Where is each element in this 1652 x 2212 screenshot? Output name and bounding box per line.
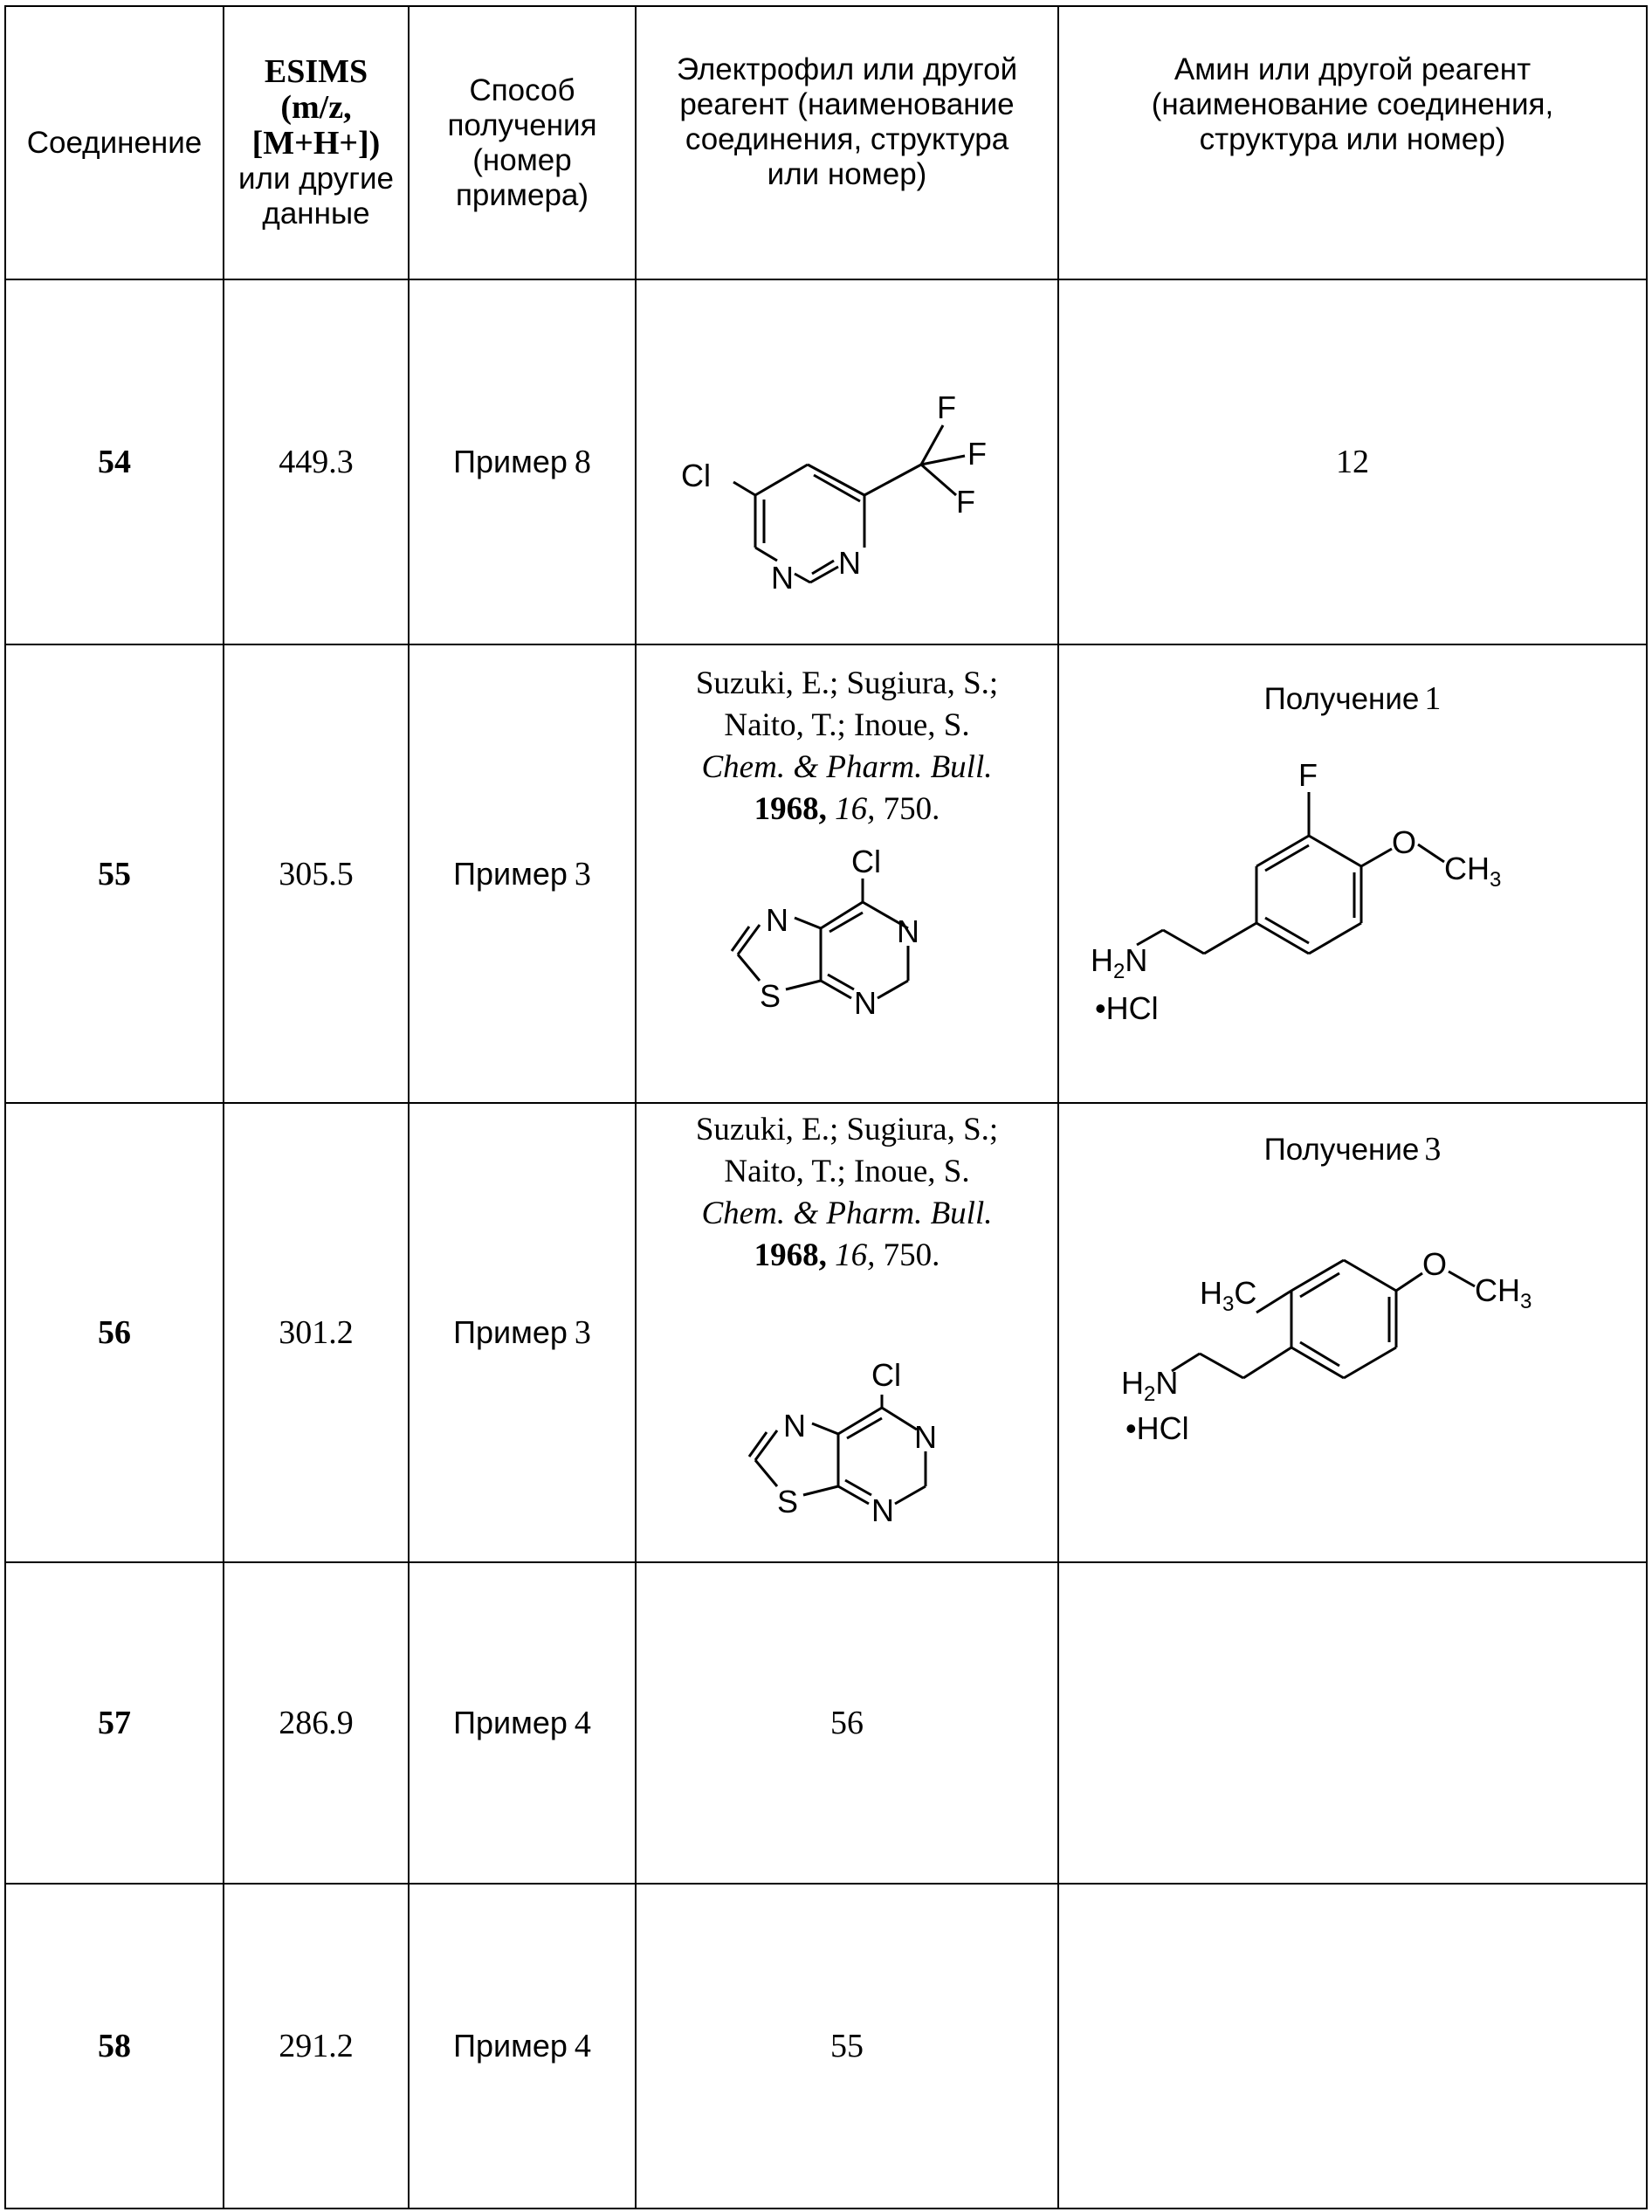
atom-label: O <box>1422 1245 1448 1282</box>
atom-label: Cl <box>851 844 881 879</box>
preparation-label: Получение 1 <box>1263 680 1442 717</box>
amine-cell: 12 <box>1058 279 1647 644</box>
atom-label: Cl <box>871 1356 901 1393</box>
preparation-label: Получение 3 <box>1263 1130 1442 1168</box>
salt-label: •HCl <box>1095 990 1159 1026</box>
header-compound: Соединение <box>5 6 224 279</box>
table-row <box>5 1562 1647 1884</box>
compound-number: 55 <box>5 644 224 1103</box>
method-cell: Пример 3 <box>409 1103 636 1562</box>
header-electrophile: Электрофил или другой реагент (наименование соединения, структура или номер) <box>636 6 1058 279</box>
header-method: Способ получения (номер примера) <box>409 6 636 279</box>
electrophile-cell <box>636 279 1058 644</box>
atom-label: S <box>777 1483 799 1519</box>
atom-label: N <box>897 913 919 949</box>
atom-label: N <box>854 985 877 1021</box>
chloro-thiazolopyrimidine-structure <box>655 830 1039 1084</box>
amine-cell <box>1058 1103 1647 1562</box>
atom-label: S <box>760 978 781 1014</box>
electrophile-cell: 56 <box>636 1562 1058 1884</box>
method-cell: Пример 4 <box>409 1562 636 1884</box>
table-row <box>5 1884 1647 2209</box>
table-row <box>5 279 1647 644</box>
atom-label: O <box>1392 824 1417 860</box>
table-row <box>5 644 1647 1103</box>
esims-value: 449.3 <box>224 279 409 644</box>
method-cell: Пример 8 <box>409 279 636 644</box>
atom-label: $H_2N$ <box>1121 1364 1179 1406</box>
atom-label: N <box>766 902 788 938</box>
electrophile-cell <box>636 644 1058 1103</box>
atom-label: F <box>1298 757 1318 793</box>
salt-label: •HCl <box>1125 1409 1189 1446</box>
atom-label: N <box>783 1407 806 1444</box>
header-row <box>5 6 1647 279</box>
atom-label: N <box>838 544 861 581</box>
atom-label: Cl <box>681 457 711 493</box>
atom-label: N <box>871 1492 894 1528</box>
amine-cell <box>1058 644 1647 1103</box>
atom-label: $CH_3$ <box>1444 851 1502 892</box>
compound-number: 54 <box>5 279 224 644</box>
method-cell: Пример 3 <box>409 644 636 1103</box>
electrophile-cell: 55 <box>636 1884 1058 2209</box>
amine-cell <box>1058 1884 1647 2209</box>
esims-value: 305.5 <box>224 644 409 1103</box>
amine-cell <box>1058 1562 1647 1884</box>
chloro-trifluoromethyl-pyrimidine-structure <box>655 329 1039 591</box>
methyl-methoxy-phenethylamine-hcl-structure <box>1060 1168 1645 1535</box>
atom-label: F <box>967 435 987 472</box>
esims-value: 301.2 <box>224 1103 409 1562</box>
header-esims: ESIMS (m/z, [M+H+]) или другие данные <box>224 6 409 279</box>
fluoro-methoxy-phenethylamine-hcl-structure <box>1060 718 1645 1067</box>
atom-label: N <box>914 1418 937 1455</box>
esims-value: 291.2 <box>224 1884 409 2209</box>
method-cell: Пример 4 <box>409 1884 636 2209</box>
compound-number: 58 <box>5 1884 224 2209</box>
atom-label: N <box>771 559 794 591</box>
atom-label: F <box>956 483 975 520</box>
literature-reference: Suzuki, E.; Sugiura, S.; Naito, T.; Inoue, S. Chem. & Pharm. Bull. 1968, 16, 750. <box>695 1111 999 1273</box>
atom-label: $CH_3$ <box>1475 1271 1532 1313</box>
compound-number: 57 <box>5 1562 224 1884</box>
literature-reference: Suzuki, E.; Sugiura, S.; Naito, T.; Inoue, S. Chem. & Pharm. Bull. 1968, 16, 750. <box>695 665 999 827</box>
electrophile-cell <box>636 1103 1058 1562</box>
atom-label: $H_3C$ <box>1200 1274 1257 1316</box>
header-amine: Амин или другой реагент (наименование соединения, структура или номер) <box>1058 6 1647 279</box>
atom-label: F <box>937 389 956 425</box>
esims-value: 286.9 <box>224 1562 409 1884</box>
compound-table <box>4 5 1648 2209</box>
table-row <box>5 1103 1647 1562</box>
chloro-thiazolopyrimidine-structure <box>655 1277 1039 1556</box>
compound-number: 56 <box>5 1103 224 1562</box>
atom-label: $H_2N$ <box>1091 942 1148 983</box>
